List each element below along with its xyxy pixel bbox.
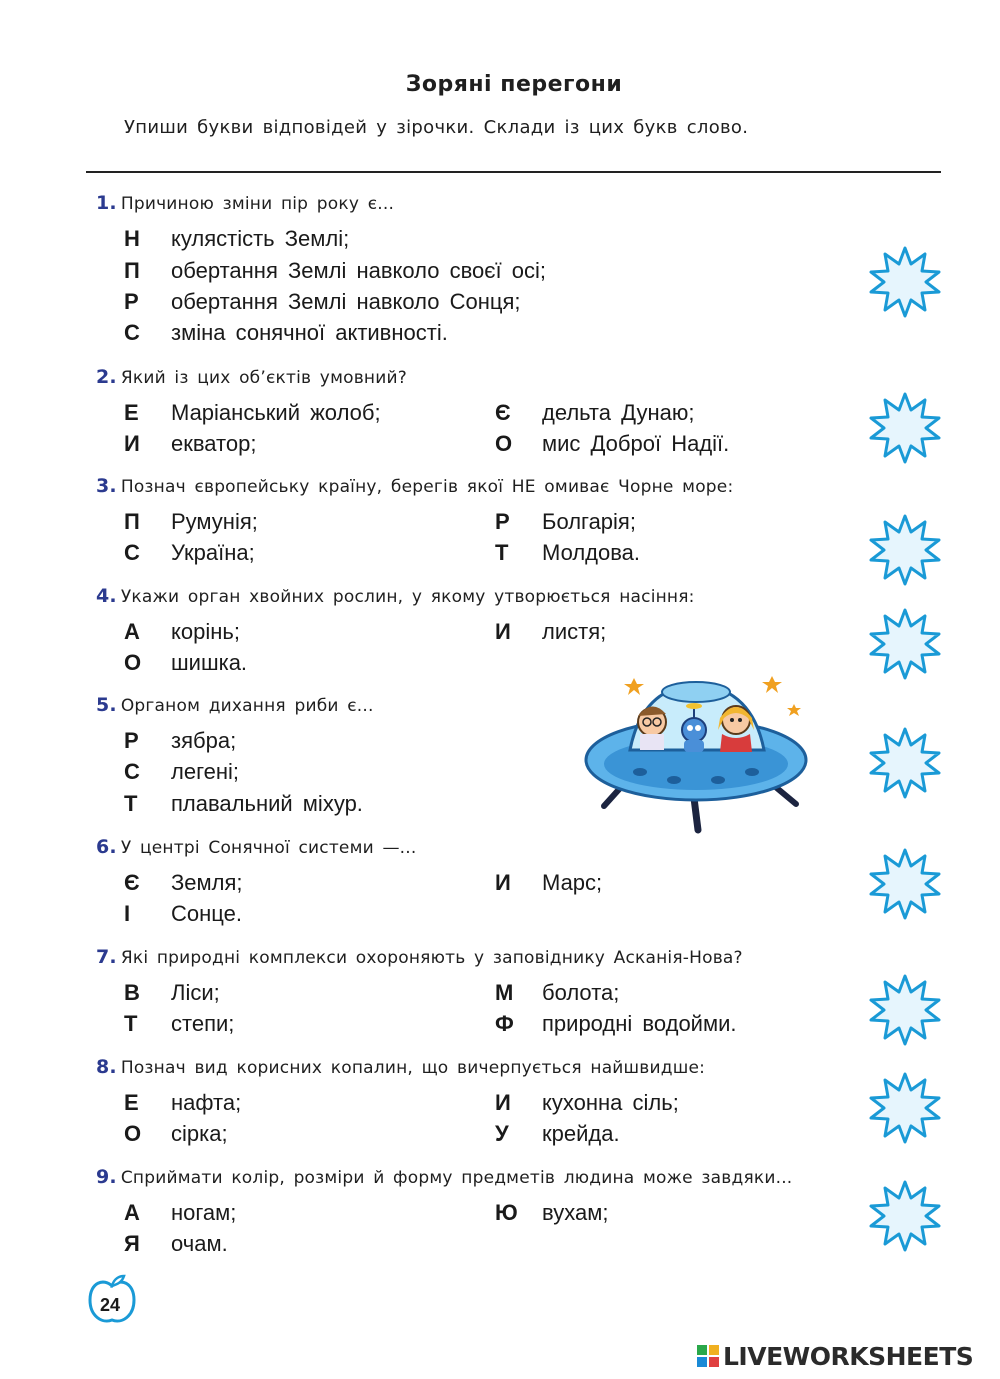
question-text: Які природні комплекси охороняють у заповіднику Асканія-Нова? [120, 948, 743, 968]
option-letter: Р [124, 289, 139, 314]
option-text: нафта; [171, 1090, 242, 1115]
ufo-illustration [582, 668, 810, 840]
boy-icon [638, 706, 666, 750]
option-letter: Т [124, 791, 138, 816]
option-text: плавальний міхур. [171, 791, 363, 816]
question-number: 1. [96, 192, 117, 214]
option-letter: Ю [495, 1200, 518, 1225]
option-text: Земля; [171, 870, 243, 895]
option-letter: И [495, 870, 511, 895]
option-text: Марс; [542, 870, 603, 895]
option-text: Румунія; [171, 509, 258, 534]
question-text: Познач європейську країну, берегів якої НЕ омиває Чорне море: [120, 477, 734, 497]
option-text: корінь; [171, 619, 240, 644]
question-number: 5. [96, 694, 117, 716]
option [495, 1088, 679, 1118]
answer-star-7[interactable] [868, 973, 942, 1047]
option-letter: М [495, 980, 514, 1005]
page-title: Зоряні перегони [405, 72, 623, 97]
option-letter: И [495, 619, 511, 644]
question-4-header [96, 585, 695, 607]
option-text: легені; [171, 759, 239, 784]
option-text: вухам; [542, 1200, 609, 1225]
option-letter: Я [124, 1231, 140, 1256]
option-text: Болгарія; [542, 509, 636, 534]
option-letter: О [495, 431, 513, 456]
option-text: болота; [542, 980, 620, 1005]
option [124, 256, 546, 286]
option-text: крейда. [542, 1121, 620, 1146]
option-text: степи; [171, 1011, 235, 1036]
question-text: Причиною зміни пір року є... [120, 194, 395, 214]
question-number: 2. [96, 366, 117, 388]
option-letter: Е [124, 1090, 139, 1115]
question-text: Сприймати колір, розміри й форму предметів людина може завдяки... [120, 1168, 793, 1188]
option-letter: И [124, 431, 140, 456]
option-letter: Р [124, 728, 139, 753]
option-letter: И [495, 1090, 511, 1115]
option [124, 287, 520, 317]
option-text: сірка; [171, 1121, 228, 1146]
liveworksheets-logo-icon [697, 1343, 721, 1373]
option-text: зміна сонячної активності. [171, 320, 448, 345]
option [495, 507, 636, 537]
option [495, 1198, 608, 1228]
question-2-header [96, 366, 407, 388]
option [124, 224, 349, 254]
option-letter: С [124, 540, 140, 565]
option [124, 398, 381, 428]
option [495, 978, 619, 1008]
question-text: Який із цих об’єктів умовний? [120, 368, 407, 388]
option [124, 318, 448, 348]
option-letter: Є [124, 870, 140, 895]
option-text: обертання Землі навколо своєї осі; [171, 258, 546, 283]
option-text: екватор; [171, 431, 257, 456]
question-5-header [96, 694, 374, 716]
option-text: мис Доброї Надії. [542, 431, 730, 456]
option-text: ногам; [171, 1200, 237, 1225]
option-text: шишка. [171, 650, 248, 675]
option-letter: Т [124, 1011, 138, 1036]
option-letter: Т [495, 540, 509, 565]
answer-star-4[interactable] [868, 607, 942, 681]
answer-star-6[interactable] [868, 847, 942, 921]
option [495, 398, 694, 428]
brand-name: LIVEWORKSHEETS [723, 1342, 974, 1371]
option-letter: О [124, 650, 142, 675]
option [124, 1088, 241, 1118]
option [495, 1119, 620, 1149]
question-number: 6. [96, 836, 117, 858]
option [124, 726, 236, 756]
option [495, 617, 606, 647]
option-letter: В [124, 980, 140, 1005]
option [124, 868, 243, 898]
option-text: очам. [171, 1231, 228, 1256]
answer-star-9[interactable] [868, 1179, 942, 1253]
option [124, 538, 255, 568]
option-text: природні водойми. [542, 1011, 737, 1036]
option [124, 757, 239, 787]
divider [86, 171, 941, 173]
option-letter: Н [124, 226, 140, 251]
option-letter: Р [495, 509, 510, 534]
option-letter: І [124, 901, 131, 926]
question-text: Укажи орган хвойних рослин, у якому утворюється насіння: [120, 587, 695, 607]
option [124, 1229, 228, 1259]
option-text: Молдова. [542, 540, 641, 565]
option-text: Сонце. [171, 901, 242, 926]
question-text: Органом дихання риби є... [120, 696, 374, 716]
option-letter: Е [124, 400, 139, 425]
question-1-header [96, 192, 394, 214]
option-letter: Ф [495, 1011, 514, 1036]
question-text: Познач вид корисних копалин, що вичерпується найшвидше: [120, 1058, 706, 1078]
question-number: 8. [96, 1056, 117, 1078]
question-3-header [96, 475, 733, 497]
question-number: 9. [96, 1166, 117, 1188]
option-text: листя; [542, 619, 607, 644]
option-text: Україна; [171, 540, 255, 565]
question-7-header [96, 946, 743, 968]
answer-star-8[interactable] [868, 1071, 942, 1145]
option-letter: С [124, 320, 140, 345]
option-text: Ліси; [171, 980, 220, 1005]
answer-star-5[interactable] [868, 726, 942, 800]
option-letter: П [124, 258, 140, 283]
option-text: зябра; [171, 728, 237, 753]
option [124, 617, 240, 647]
option-letter: О [124, 1121, 142, 1146]
option [124, 1119, 228, 1149]
question-number: 4. [96, 585, 117, 607]
option-letter: У [495, 1121, 509, 1146]
option [124, 978, 220, 1008]
option-letter: С [124, 759, 140, 784]
option-text: кулястість Землі; [171, 226, 350, 251]
option-letter: П [124, 509, 140, 534]
page-number: 24 [99, 1295, 121, 1315]
answer-star-2[interactable] [868, 391, 942, 465]
option [495, 1009, 737, 1039]
option [124, 789, 363, 819]
question-number: 3. [96, 475, 117, 497]
option [124, 648, 247, 678]
option [495, 538, 640, 568]
question-number: 7. [96, 946, 117, 968]
option-letter: Є [495, 400, 511, 425]
question-text: У центрі Сонячної системи —... [120, 838, 417, 858]
option [124, 899, 242, 929]
question-8-header [96, 1056, 705, 1078]
option [124, 1009, 234, 1039]
instructions: Упиши букви відповідей у зірочки. Склади із цих букв слово. [124, 117, 749, 138]
answer-star-1[interactable] [868, 245, 942, 319]
option-text: кухонна сіль; [542, 1090, 679, 1115]
option [124, 507, 258, 537]
option-letter: А [124, 1200, 140, 1225]
option [495, 868, 602, 898]
option-text: дельта Дунаю; [542, 400, 695, 425]
answer-star-3[interactable] [868, 513, 942, 587]
option-text: Маріанський жолоб; [171, 400, 381, 425]
option-text: обертання Землі навколо Сонця; [171, 289, 521, 314]
option [124, 429, 256, 459]
option [495, 429, 729, 459]
question-6-header [96, 836, 416, 858]
option [124, 1198, 236, 1228]
question-9-header [96, 1166, 792, 1188]
option-letter: А [124, 619, 140, 644]
